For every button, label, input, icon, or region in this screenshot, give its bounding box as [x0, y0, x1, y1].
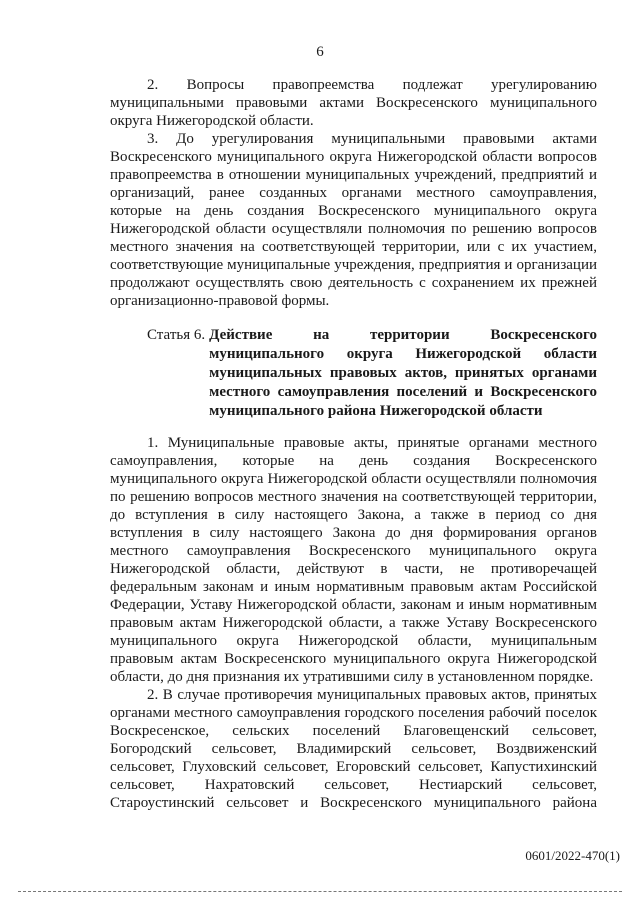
paragraph-1-legal-acts: 1. Муниципальные правовые акты, принятые органами местного самоуправления, которые на день создания Воскресенского муниципального округа Нижегородской области осуществляли полномочия по решению вопросов местного значения на соответствующей территории, до вступления в силу настоящего Закона, а также в период со дня вступления в силу настоящего Закона до дня формирования органов местного самоуправления Воскресенского муниципального округа Нижегородской области, действуют в части, не противоречащей федеральным законам и иным нормативным правовым актам Российской Федерации, Уставу Нижегородской области, законам и иным нормативным правовым актам Нижегородской области, а также Уставу Воскресенского муниципального округа Нижегородской области, муниципальным правовым актам Воскресенского муниципального округа Нижегородской области, до дня признания их утратившими силу в установленном порядке.	[110, 435, 597, 685]
section-bottom	[110, 434, 597, 812]
paragraph-3-succession-institutions: 3. До урегулирования муниципальными правовыми актами Воскресенского муниципального округа Нижегородской области вопросов правопреемства в отношении муниципальных учреждений, предприятий и организаций, ранее созданных органами местного самоуправления, которые на день создания Воскресенского муниципального округа Нижегородской области осуществляли полномочия по решению вопросов местного значения на соответствующей территории, или с их участием, соответствующие муниципальные учреждения, предприятия и организации продолжают осуществлять свою деятельность с сохранением их прежней организационно-правовой формы.	[110, 131, 597, 309]
scan-edge-line	[18, 891, 622, 892]
paragraph-2-succession: 2. Вопросы правопреемства подлежат урегулированию муниципальными правовыми актами Воскресенского муниципального округа Нижегородской области.	[110, 77, 597, 129]
article-title: Действие на территории Воскресенского муниципального округа Нижегородской области муниципальных правовых актов, принятых органами местного самоуправления поселений и Воскресенского муниципального района Нижегородской области	[209, 327, 597, 419]
article-heading	[110, 326, 597, 421]
section-top	[110, 76, 597, 310]
page-number: 6	[316, 44, 324, 60]
article-label: Статья 6.	[147, 327, 206, 343]
document-code: 0601/2022-470(1)	[525, 848, 620, 863]
paragraph-2-contradiction: 2. В случае противоречия муниципальных правовых актов, принятых органами местного самоуправления городского поселения рабочий поселок Воскресенское, сельских поселений Благовещенский сельсовет, Богородский сельсовет, Владимирский сельсовет, Воздвиженский сельсовет, Глуховский сельсовет, Егоровский сельсовет, Капустихинский сельсовет, Нахратовский сельсовет, Нестиарский сельсовет, Староустинский сельсовет и Воскресенского муниципального района	[110, 687, 597, 811]
